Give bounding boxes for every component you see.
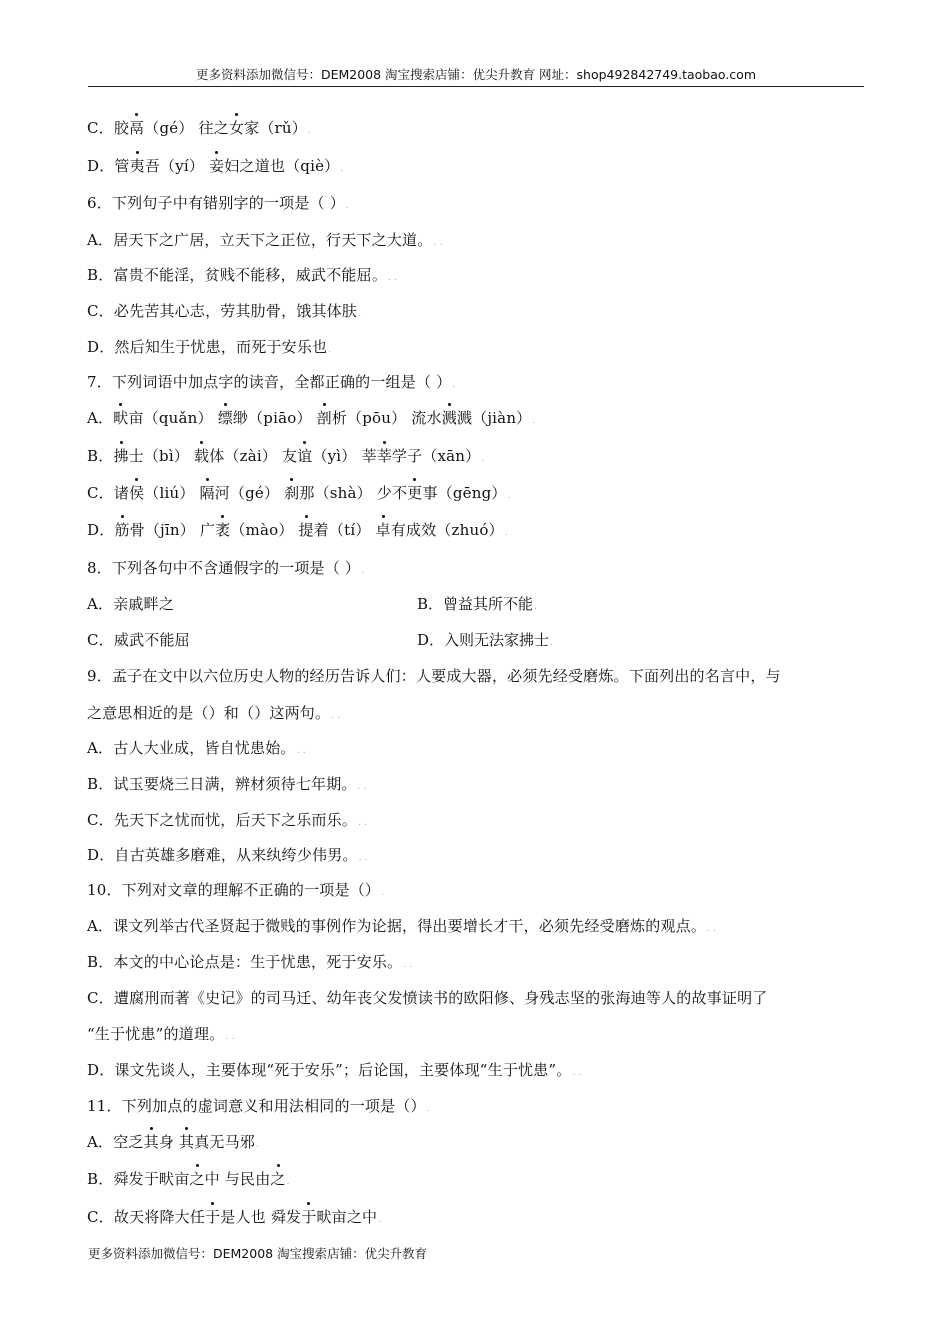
dotted-char: 鬲 xyxy=(129,119,145,137)
q9-option-c: C．先天下之忧而忧，后天下之乐而乐。. . xyxy=(87,811,368,829)
dotted-char: 隔 xyxy=(199,484,215,502)
dotted-char: 谊 xyxy=(297,447,313,465)
page-header: 更多资料添加微信号：DEM2008 淘宝搜索店铺：优尖升教育 网址：shop492842749.taobao.com xyxy=(88,64,864,87)
dotted-char: 侯 xyxy=(129,484,145,502)
dotted-char: 夷 xyxy=(129,157,145,175)
q10-option-a: A．课文列举古代圣贤起于微贱的事例作为论据，得出要增长才干，必须先经受磨炼的观点。. . xyxy=(87,917,717,935)
dotted-char: 拂 xyxy=(113,447,129,465)
q10-option-c-line-2: “生于忧患”的道理。. . xyxy=(87,1025,235,1043)
q8-stem: 8．下列各句中不含通假字的一项是（ ）. xyxy=(87,559,365,577)
dotted-char: 溅 xyxy=(441,409,457,427)
dotted-char: 畎 xyxy=(113,409,129,427)
q10-option-b: B．本文的中心论点是：生于忧患，死于安乐。. . xyxy=(87,953,413,971)
q7-option-d: D．筋骨（jīn） 广袤（mào） 提着（tí） 卓有成效（zhuó）. xyxy=(87,521,508,539)
dotted-char: 其 xyxy=(143,1133,159,1151)
dotted-char: 缥 xyxy=(217,409,233,427)
dotted-char: 之 xyxy=(270,1170,286,1188)
q11-option-b: B．舜发于畎亩之中 与民由之. xyxy=(87,1170,290,1188)
dotted-char: 提 xyxy=(298,521,314,539)
q9-option-b: B．试玉要烧三日满，辨材须待七年期。. . xyxy=(87,775,367,793)
dotted-char: 莘 xyxy=(376,447,392,465)
q7-option-c: C．诸侯（liú） 隔河（gé） 刹那（shà） 少不更事（gēng）. xyxy=(87,484,511,502)
q8-option-d: D．入则无法家拂士. xyxy=(417,631,553,649)
q5-option-c: C．胶鬲（gé） 往之女家（rǔ）. xyxy=(87,119,312,137)
q5-option-d: D．管夷吾（yí） 妾妇之道也（qiè）. xyxy=(87,157,344,175)
dotted-char: 卓 xyxy=(375,521,391,539)
q9-stem-line-2: 之意思相近的是（）和（）这两句。. . xyxy=(87,704,341,722)
q6-option-b: B．富贵不能淫，贫贱不能移，威武不能屈。. . xyxy=(87,266,398,284)
dotted-char: 刹 xyxy=(284,484,300,502)
dotted-char: 其 xyxy=(179,1133,195,1151)
dotted-char: 妾 xyxy=(209,157,225,175)
q11-option-a: A．空乏其身 其真无马邪. xyxy=(87,1133,260,1151)
q6-option-c: C．必先苦其心志，劳其肋骨，饿其体肤. xyxy=(87,302,362,320)
dotted-char: 之 xyxy=(189,1170,205,1188)
q8-option-b: B．曾益其所不能. xyxy=(417,595,537,613)
q6-option-d: D．然后知生于忧患，而死于安乐也. xyxy=(87,338,332,356)
q10-stem: 10．下列对文章的理解不正确的一项是（）. xyxy=(87,881,385,899)
dotted-char: 载 xyxy=(194,447,210,465)
q11-option-c: C．故天将降大任于是人也 舜发于畎亩之中. xyxy=(87,1208,382,1226)
dotted-char: 于 xyxy=(301,1208,317,1226)
q8-option-a: A．亲戚畔之 xyxy=(87,595,175,613)
q11-stem: 11．下列加点的虚词意义和用法相同的一项是（）. xyxy=(87,1097,430,1115)
dotted-char: 筋 xyxy=(114,521,130,539)
q9-option-a: A．古人大业成，皆自忧患始。. . xyxy=(87,739,306,757)
q9-option-d: D．自古英雄多磨难，从来纨绔少伟男。. . xyxy=(87,846,368,864)
q9-stem-line-1: 9．孟子在文中以六位历史人物的经历告诉人们：人要成大器，必须先经受磨炼。下面列出的名言中，与 xyxy=(87,667,781,685)
dotted-char: 更 xyxy=(407,484,423,502)
q7-option-a: A．畎亩（quǎn） 缥缈（piāo） 剖析（pōu） 流水溅溅（jiàn）. xyxy=(87,409,536,427)
q6-option-a: A．居天下之广居，立天下之正位，行天下之大道。. . xyxy=(87,231,443,249)
q6-stem: 6．下列句子中有错别字的一项是（ ）. xyxy=(87,194,349,212)
q10-option-c-line-1: C．遭腐刑而著《史记》的司马迁、幼年丧父发愤读书的欧阳修、身残志坚的张海迪等人的故事证明了 xyxy=(87,989,768,1007)
dotted-char: 剖 xyxy=(316,409,332,427)
q8-option-c: C．威武不能屈 xyxy=(87,631,190,649)
dotted-char: 袤 xyxy=(215,521,231,539)
q7-stem: 7．下列词语中加点字的读音，全都正确的一组是（ ）. xyxy=(87,373,456,391)
dotted-char: 女 xyxy=(228,119,245,137)
dotted-char: 于 xyxy=(205,1208,221,1226)
q10-option-d: D．课文先谈人，主要体现“死于安乐”；后论国，主要体现“生于忧患”。. . xyxy=(87,1061,582,1079)
page-footer: 更多资料添加微信号：DEM2008 淘宝搜索店铺：优尖升教育 xyxy=(88,1246,428,1261)
q7-option-b: B．拂士（bì） 载体（zài） 友谊（yì） 莘莘学子（xān）. xyxy=(87,447,485,465)
